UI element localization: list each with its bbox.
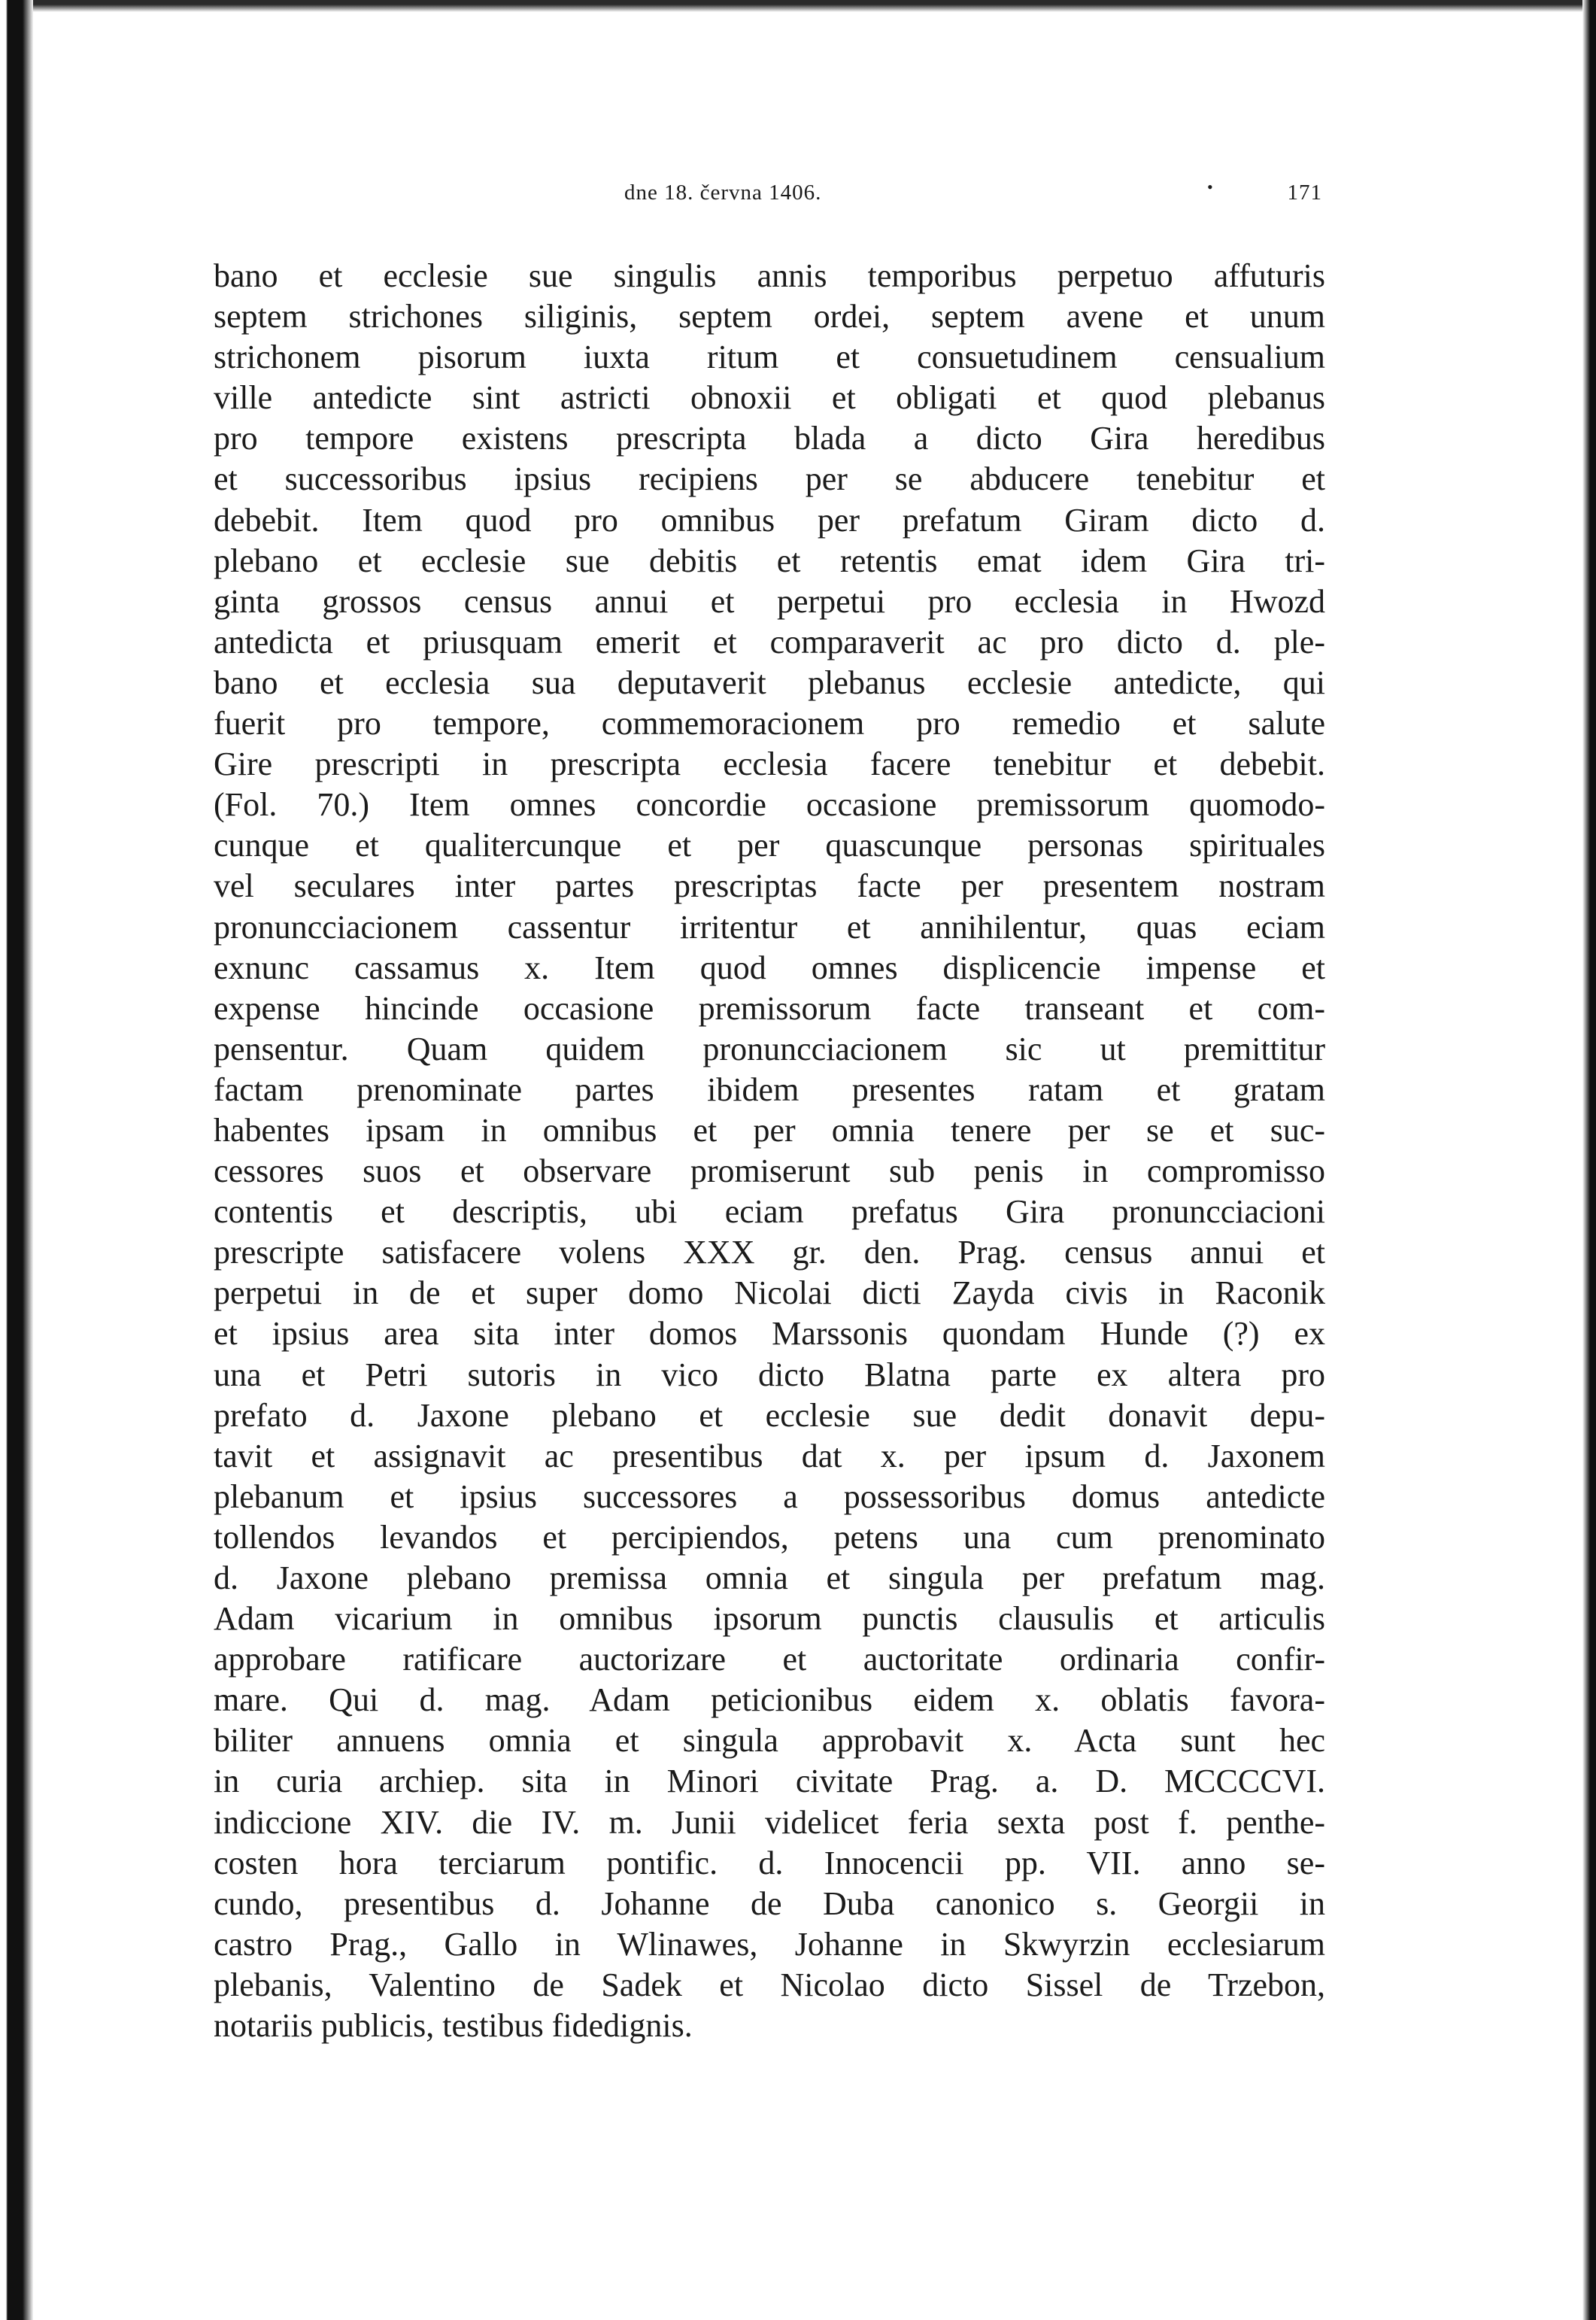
text-line: perpetui in de et super domo Nicolai dicti Zayda civis in Raconik [214, 1274, 1325, 1312]
running-title: dne 18. června 1406. [624, 181, 822, 205]
text-line: fuerit pro tempore, commemoracionem pro remedio et salute [214, 705, 1325, 742]
header-dot: • [1207, 178, 1214, 196]
text-line: mare. Qui d. mag. Adam peticionibus eidem x. oblatis favora- [214, 1681, 1325, 1719]
text-line: costen hora terciarum pontific. d. Innocencii pp. VII. anno se- [214, 1844, 1325, 1881]
page-number: 171 [1287, 181, 1322, 205]
page-header [217, 178, 1322, 218]
text-line: pro tempore existens prescripta blada a dicto Gira heredibus [214, 420, 1325, 457]
text-line: pensentur. Quam quidem pronuncciacionem sic ut premittitur [214, 1030, 1325, 1067]
text-line: plebanum et ipsius successores a possessoribus domus antedicte [214, 1477, 1325, 1515]
scan-left-binding-edge [0, 0, 33, 2320]
text-line: et successoribus ipsius recipiens per se abducere tenebitur et [214, 460, 1325, 498]
scan-top-edge [0, 0, 1596, 12]
text-line: approbare ratificare auctorizare et auctoritate ordinaria confir- [214, 1641, 1325, 1678]
text-line: bano et ecclesie sue singulis annis temporibus perpetuo affuturis [214, 257, 1325, 294]
text-line: prescripte satisfacere volens XXX gr. den. Prag. census annui et [214, 1234, 1325, 1271]
text-line: (Fol. 70.) Item omnes concordie occasione premissorum quomodo- [214, 786, 1325, 824]
text-line: prefato d. Jaxone plebano et ecclesie sue dedit donavit depu- [214, 1396, 1325, 1434]
text-line: cessores suos et observare promiserunt sub penis in compromisso [214, 1152, 1325, 1190]
text-line: indiccione XIV. die IV. m. Junii videlicet feria sexta post f. penthe- [214, 1803, 1325, 1841]
text-line: factam prenominate partes ibidem presentes ratam et gratam [214, 1070, 1325, 1108]
text-line: cundo, presentibus d. Johanne de Duba canonico s. Georgii in [214, 1884, 1325, 1922]
text-line: d. Jaxone plebano premissa omnia et singula per prefatum mag. [214, 1559, 1325, 1596]
text-line: vel seculares inter partes prescriptas facte per presentem nostram [214, 867, 1325, 905]
text-line: contentis et descriptis, ubi eciam prefatus Gira pronuncciacioni [214, 1193, 1325, 1231]
text-line: plebanis, Valentino de Sadek et Nicolao dicto Sissel de Trzebon, [214, 1966, 1325, 2003]
text-line: Gire prescripti in prescripta ecclesia facere tenebitur et debebit. [214, 745, 1325, 783]
text-line: et ipsius area sita inter domos Marssonis quondam Hunde (?) ex [214, 1315, 1325, 1353]
text-line: expense hincinde occasione premissorum facte transeant et com- [214, 989, 1325, 1027]
text-line: biliter annuens omnia et singula approbavit x. Acta sunt hec [214, 1722, 1325, 1760]
text-line: tavit et assignavit ac presentibus dat x. per ipsum d. Jaxonem [214, 1437, 1325, 1474]
text-line: cunque et qualitercunque et per quascunque personas spirituales [214, 827, 1325, 864]
text-line: ginta grossos census annui et perpetui pro ecclesia in Hwozd [214, 582, 1325, 620]
text-line: debebit. Item quod pro omnibus per prefatum Giram dicto d. [214, 501, 1325, 539]
text-line: bano et ecclesia sua deputaverit plebanus ecclesie antedicte, qui [214, 664, 1325, 701]
text-line: in curia archiep. sita in Minori civitate Prag. a. D. MCCCCVI. [214, 1763, 1325, 1800]
text-line: antedicta et priusquam emerit et comparaverit ac pro dicto d. ple- [214, 623, 1325, 660]
text-line: exnunc cassamus x. Item quod omnes displicencie impense et [214, 949, 1325, 986]
text-line: una et Petri sutoris in vico dicto Blatna parte ex altera pro [214, 1356, 1325, 1393]
scan-right-edge [1582, 0, 1596, 2320]
text-line: strichonem pisorum iuxta ritum et consuetudinem censualium [214, 339, 1325, 376]
text-line: tollendos levandos et percipiendos, petens una cum prenominato [214, 1518, 1325, 1556]
text-line: plebano et ecclesie sue debitis et retentis emat idem Gira tri- [214, 542, 1325, 579]
text-line: notariis publicis, testibus fidedignis. [214, 2007, 693, 2045]
text-line: castro Prag., Gallo in Wlinawes, Johanne in Skwyrzin ecclesiarum [214, 1925, 1325, 1963]
text-line: pronuncciacionem cassentur irritentur et annihilentur, quas eciam [214, 908, 1325, 946]
text-line: habentes ipsam in omnibus et per omnia tenere per se et suc- [214, 1111, 1325, 1149]
text-line: Adam vicarium in omnibus ipsorum punctis clausulis et articulis [214, 1600, 1325, 1638]
body-text [214, 256, 1325, 2046]
text-line: ville antedicte sint astricti obnoxii et obligati et quod plebanus [214, 379, 1325, 417]
text-line: septem strichones siliginis, septem ordei, septem avene et unum [214, 298, 1325, 336]
